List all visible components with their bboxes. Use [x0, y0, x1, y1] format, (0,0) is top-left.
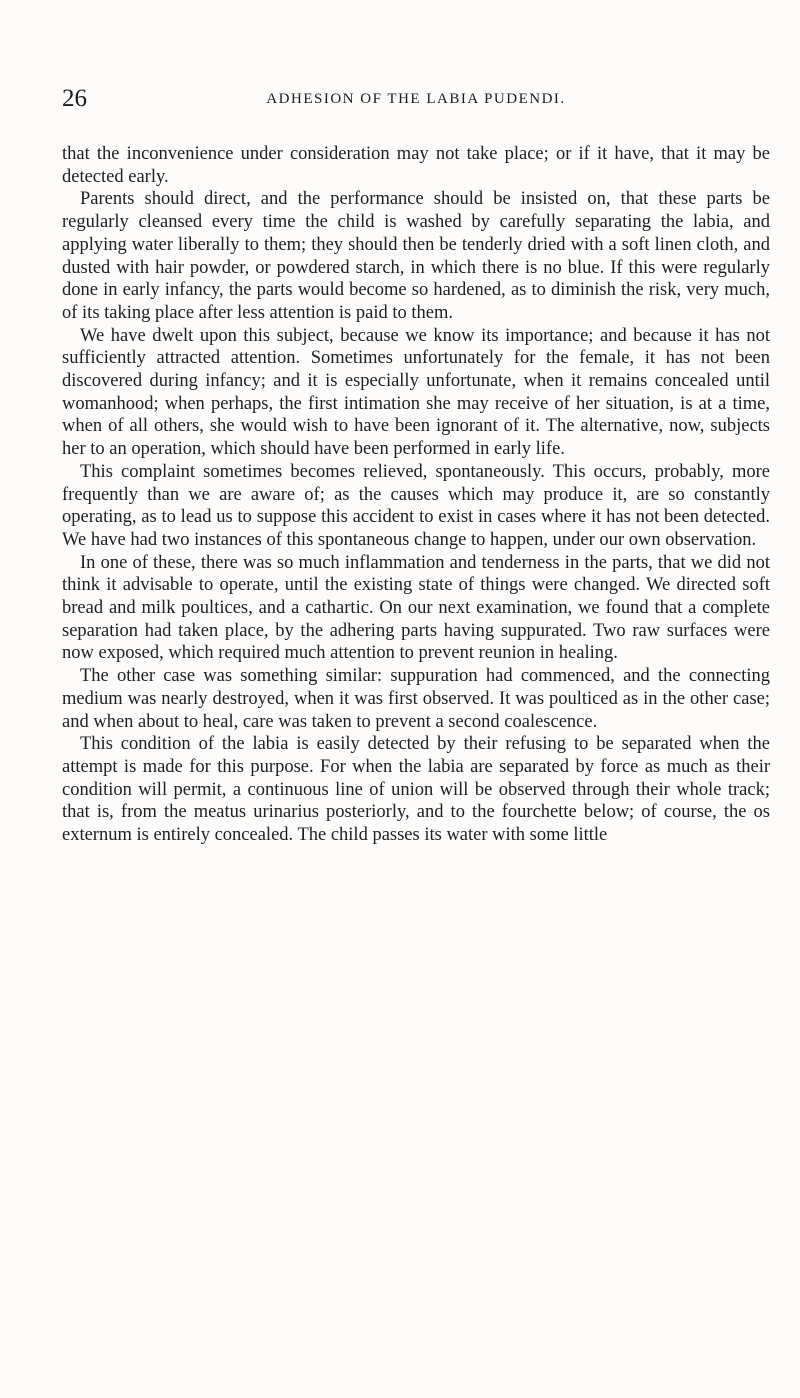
paragraph: that the inconvenience under consideration may not take place; or if it have, that it may be detected early.: [62, 144, 770, 187]
running-head: ADHESION OF THE LABIA PUDENDI.: [266, 91, 566, 107]
body-text: [62, 143, 770, 847]
paragraph: In one of these, there was so much inflammation and tenderness in the parts, that we did not think it advisable to operate, until the existing state of things were changed. We directed soft bread and milk poultices, and a cathartic. On our next examination, we found that a complete separation had taken place, by the adhering parts having suppurated. Two raw surfaces were now exposed, which required much attention to prevent reunion in healing.: [62, 552, 770, 664]
paragraph: This condition of the labia is easily detected by their refusing to be separated when the attempt is made for this purpose. For when the labia are separated by force as much as their condition will permit, a continuous line of union will be observed through their whole track; that is, from the meatus urinarius posteriorly, and to the fourchette below; of course, the os externum is entirely concealed. The child passes its water with some little: [62, 734, 770, 846]
paragraph: We have dwelt upon this subject, because we know its importance; and because it has not sufficiently attracted attention. Sometimes unfortunately for the female, it has not been discovered during infancy; and it is especially unfortunate, when it remains concealed until womanhood; when perhaps, the first intimation she may receive of her situation, is at a time, when of all others, she would wish to have been ignorant of it. The alternative, now, subjects her to an operation, which should have been performed in early life.: [62, 325, 770, 460]
paragraph: Parents should direct, and the performance should be insisted on, that these parts be regularly cleansed every time the child is washed by carefully separating the labia, and applying water liberally to them; they should then be tenderly dried with a soft linen cloth, and dusted with hair powder, or powdered starch, in which there is no blue. If this were regularly done in early infancy, the parts would become so hardened, as to diminish the risk, very much, of its taking place after less attention is paid to them.: [62, 189, 770, 323]
page-number: 26: [62, 85, 87, 112]
page-header: [62, 82, 770, 116]
paragraph: The other case was something similar: suppuration had commenced, and the connecting medium was nearly destroyed, when it was first observed. It was poulticed as in the other case; and when about to heal, care was taken to prevent a second coalescence.: [62, 666, 770, 732]
paragraph: This complaint sometimes becomes relieved, spontaneously. This occurs, probably, more frequently than we are aware of; as the causes which may produce it, are so constantly operating, as to lead us to suppose this accident to exist in cases where it has not been detected. We have had two instances of this spontaneous change to happen, under our own observation.: [62, 461, 770, 550]
